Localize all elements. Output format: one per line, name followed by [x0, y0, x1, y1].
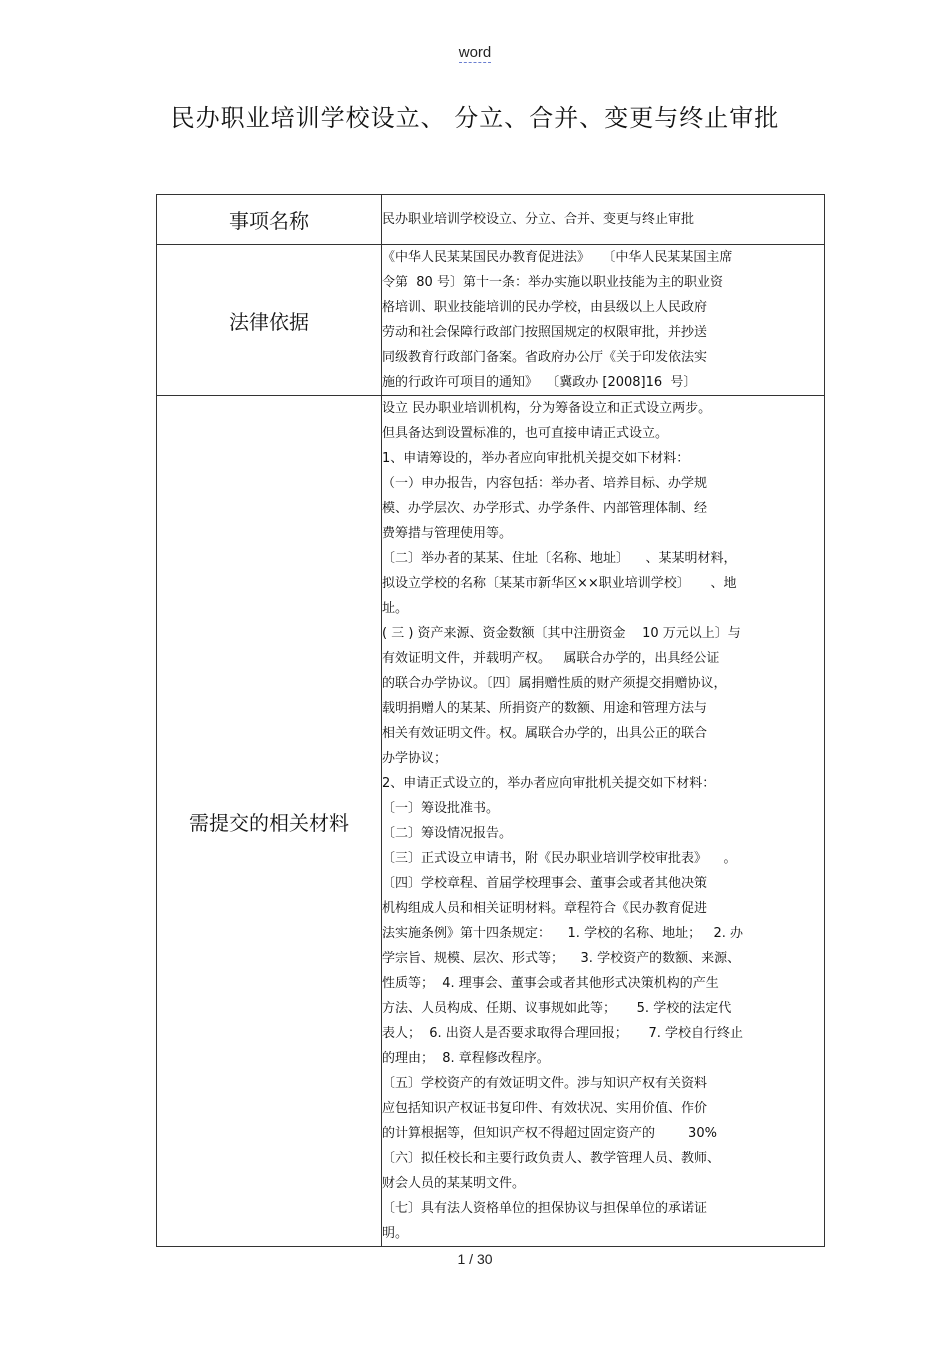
row-content-item-name: [382, 195, 825, 245]
approval-item-table: [156, 194, 825, 1247]
content-line: 同级教育行政部门备案。省政府办公厅《关于印发依法实: [382, 350, 708, 365]
content-line: 方法、人员构成、任期、议事规如此等； 5. 学校的法定代: [382, 1001, 732, 1016]
content-line: 《中华人民某某国民办教育促进法》 〔中华人民某某国主席: [382, 250, 733, 265]
content-line: 〔六〕拟任校长和主要行政负责人、教学管理人员、教师、: [382, 1151, 721, 1166]
content-line: ( 三 ) 资产来源、资金数额〔其中注册资金 10 万元以上〕与: [382, 626, 741, 641]
content-line: 性质等； 4. 理事会、董事会或者其他形式决策机构的产生: [382, 976, 719, 991]
table-row-item-name: [157, 195, 825, 245]
content-line: 令第 80 号〕第十一条：举办实施以职业技能为主的职业资: [382, 275, 723, 290]
content-line: 表人； 6. 出资人是否要求取得合理回报； 7. 学校自行终止: [382, 1026, 743, 1041]
content-line: 〔五〕学校资产的有效证明文件。涉与知识产权有关资料: [382, 1076, 708, 1091]
content-line: 施的行政许可项目的通知》 〔冀政办 [2008]16 号〕: [382, 375, 697, 390]
content-line: 模、办学层次、办学形式、办学条件、内部管理体制、经: [382, 501, 708, 516]
content-line: 办学协议；: [382, 751, 448, 766]
header-word-label: word: [458, 44, 492, 61]
content-line: 〔四〕学校章程、首届学校理事会、董事会或者其他决策: [382, 876, 708, 891]
row-content-required-materials: [382, 396, 825, 1247]
content-line: 〔一〕筹设批准书。: [382, 801, 500, 816]
page-number: 1 / 30: [457, 1251, 493, 1267]
content-line: 2、申请正式设立的，举办者应向审批机关提交如下材料：: [382, 776, 716, 791]
content-line: 的计算根据等，但知识产权不得超过固定资产的 30%: [382, 1126, 717, 1141]
content-line: 格培训、职业技能培训的民办学校，由县级以上人民政府: [382, 300, 708, 315]
table-row-legal-basis: [157, 245, 825, 396]
content-line: 〔二〕筹设情况报告。: [382, 826, 513, 841]
content-line: 载明捐赠人的某某、所捐资产的数额、用途和管理方法与: [382, 701, 708, 716]
content-line: 法实施条例》第十四条规定： 1. 学校的名称、地址； 2. 办: [382, 926, 743, 941]
content-line: 〔二〕举办者的某某、住址〔名称、地址〕 、某某明材料，: [382, 551, 737, 566]
content-line: 应包括知识产权证书复印件、有效状况、实用价值、作价: [382, 1101, 708, 1116]
content-line: 民办职业培训学校设立、分立、合并、变更与终止审批: [382, 212, 695, 227]
content-line: 的理由； 8. 章程修改程序。: [382, 1051, 550, 1066]
content-line: 相关有效证明文件。权。属联合办学的，出具公正的联合: [382, 726, 708, 741]
content-line: 费筹措与管理使用等。: [382, 526, 513, 541]
content-line: 机构组成人员和相关证明材料。章程符合《民办教育促进: [382, 901, 708, 916]
row-content-legal-basis: [382, 245, 825, 396]
content-line: （一）申办报告，内容包括：举办者、培养目标、办学规: [382, 476, 708, 491]
row-label-required-materials: 需提交的相关材料: [157, 396, 382, 1247]
content-line: 〔三〕正式设立申请书，附《民办职业培训学校审批表》 。: [382, 851, 737, 866]
content-line: 有效证明文件，并载明产权。 属联合办学的，出具经公证: [382, 651, 720, 666]
row-label-legal-basis: 法律依据: [157, 245, 382, 396]
content-line: 拟设立学校的名称〔某某市新华区××职业培训学校〕 、地: [382, 576, 737, 591]
content-line: 财会人员的某某明文件。: [382, 1176, 526, 1191]
content-line: 劳动和社会保障行政部门按照国规定的权限审批，并抄送: [382, 325, 708, 340]
content-line: 址。: [382, 601, 409, 616]
content-line: 学宗旨、规模、层次、形式等； 3. 学校资产的数额、来源、: [382, 951, 741, 966]
row-label-item-name: 事项名称: [157, 195, 382, 245]
content-line: 的联合办学协议。〔四〕属捐赠性质的财产须提交捐赠协议，: [382, 676, 727, 691]
page-header: [0, 44, 950, 61]
content-line: 但具备达到设置标准的，也可直接申请正式设立。: [382, 426, 669, 441]
content-line: 明。: [382, 1226, 409, 1241]
table-row-required-materials: [157, 396, 825, 1247]
document-title: 民办职业培训学校设立、 分立、合并、变更与终止审批: [170, 104, 780, 132]
content-line: 〔七〕具有法人资格单位的担保协议与担保单位的承诺证: [382, 1201, 708, 1216]
content-line: 设立 民办职业培训机构，分为筹备设立和正式设立两步。: [382, 401, 712, 416]
content-line: 1、申请筹设的，举办者应向审批机关提交如下材料：: [382, 451, 690, 466]
